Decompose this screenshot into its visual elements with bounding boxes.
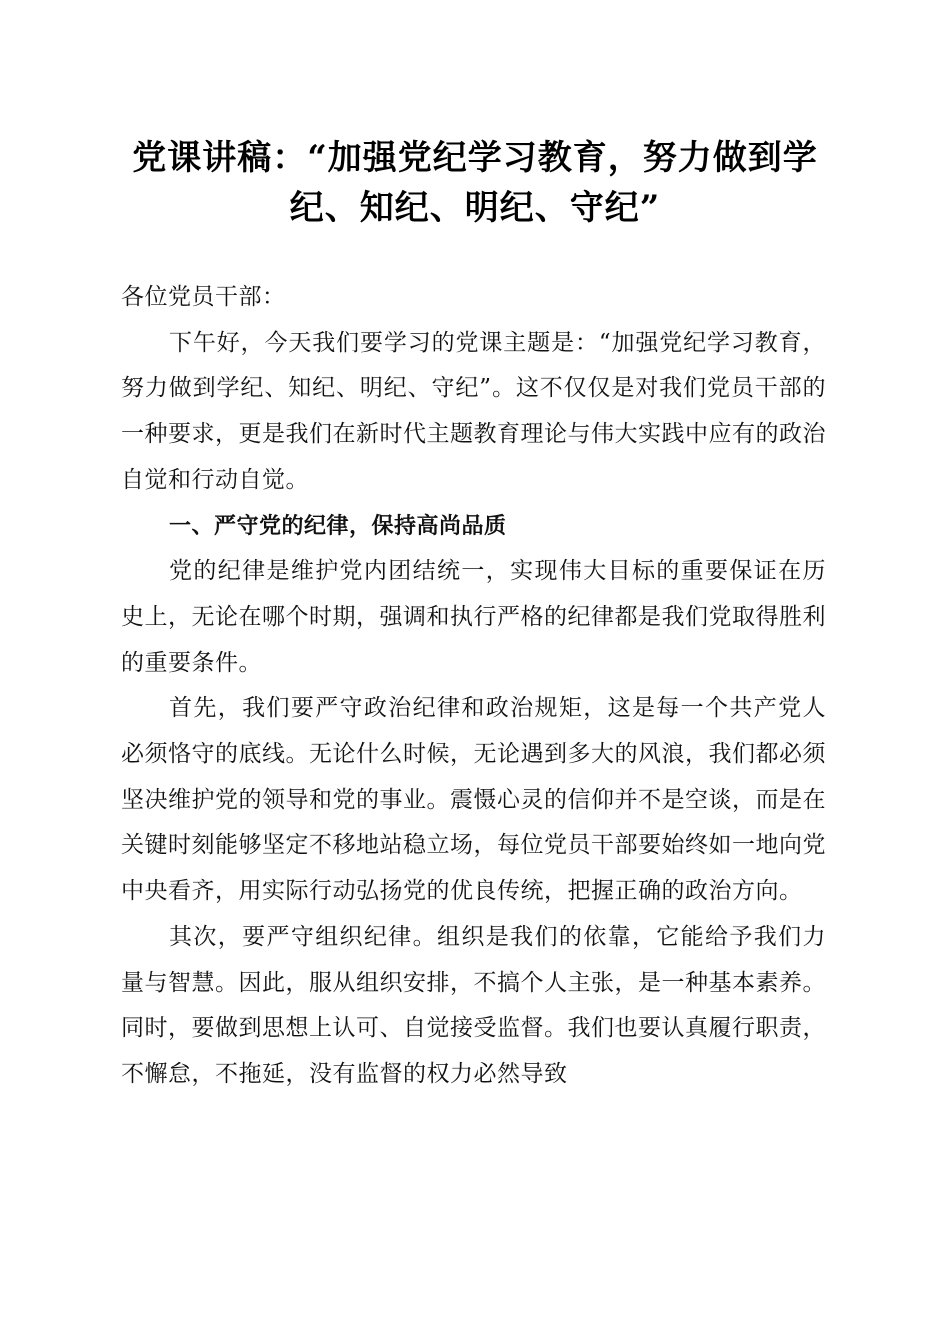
title-line-2: 纪、知纪、明纪、守纪” — [289, 188, 661, 228]
paragraph-intro: 下午好，今天我们要学习的党课主题是：“加强党纪学习教育，努力做到学纪、知纪、明纪、守纪”。这不仅仅是对我们党员干部的一种要求，更是我们在新时代主题教育理论与伟大实践中应有的政治自觉和行动自觉。 — [121, 329, 826, 493]
document-body — [121, 275, 826, 1098]
document-title — [100, 133, 850, 233]
paragraph-organizational-discipline: 其次，要严守组织纪律。组织是我们的依靠，它能给予我们力量与智慧。因此，服从组织安排，不搞个人主张，是一种基本素养。同时，要做到思想上认可、自觉接受监督。我们也要认真履行职责，不懈怠，不拖延，没有监督的权力必然导致 — [121, 923, 826, 1087]
paragraph-discipline: 党的纪律是维护党内团结统一，实现伟大目标的重要保证在历史上，无论在哪个时期，强调和执行严格的纪律都是我们党取得胜利的重要条件。 — [121, 558, 826, 676]
salutation: 各位党员干部： — [121, 284, 286, 310]
section-heading-1: 一、严守党的纪律，保持高尚品质 — [169, 513, 507, 539]
paragraph-political-discipline: 首先，我们要严守政治纪律和政治规矩，这是每一个共产党人必须恪守的底线。无论什么时候，无论遇到多大的风浪，我们都必须坚决维护党的领导和党的事业。震慑心灵的信仰并不是空谈，而是在关键时刻能够坚定不移地站稳立场，每位党员干部要始终如一地向党中央看齐，用实际行动弘扬党的优良传统，把握正确的政治方向。 — [121, 695, 826, 905]
title-line-1: 党课讲稿：“加强党纪学习教育，努力做到学 — [132, 138, 818, 178]
